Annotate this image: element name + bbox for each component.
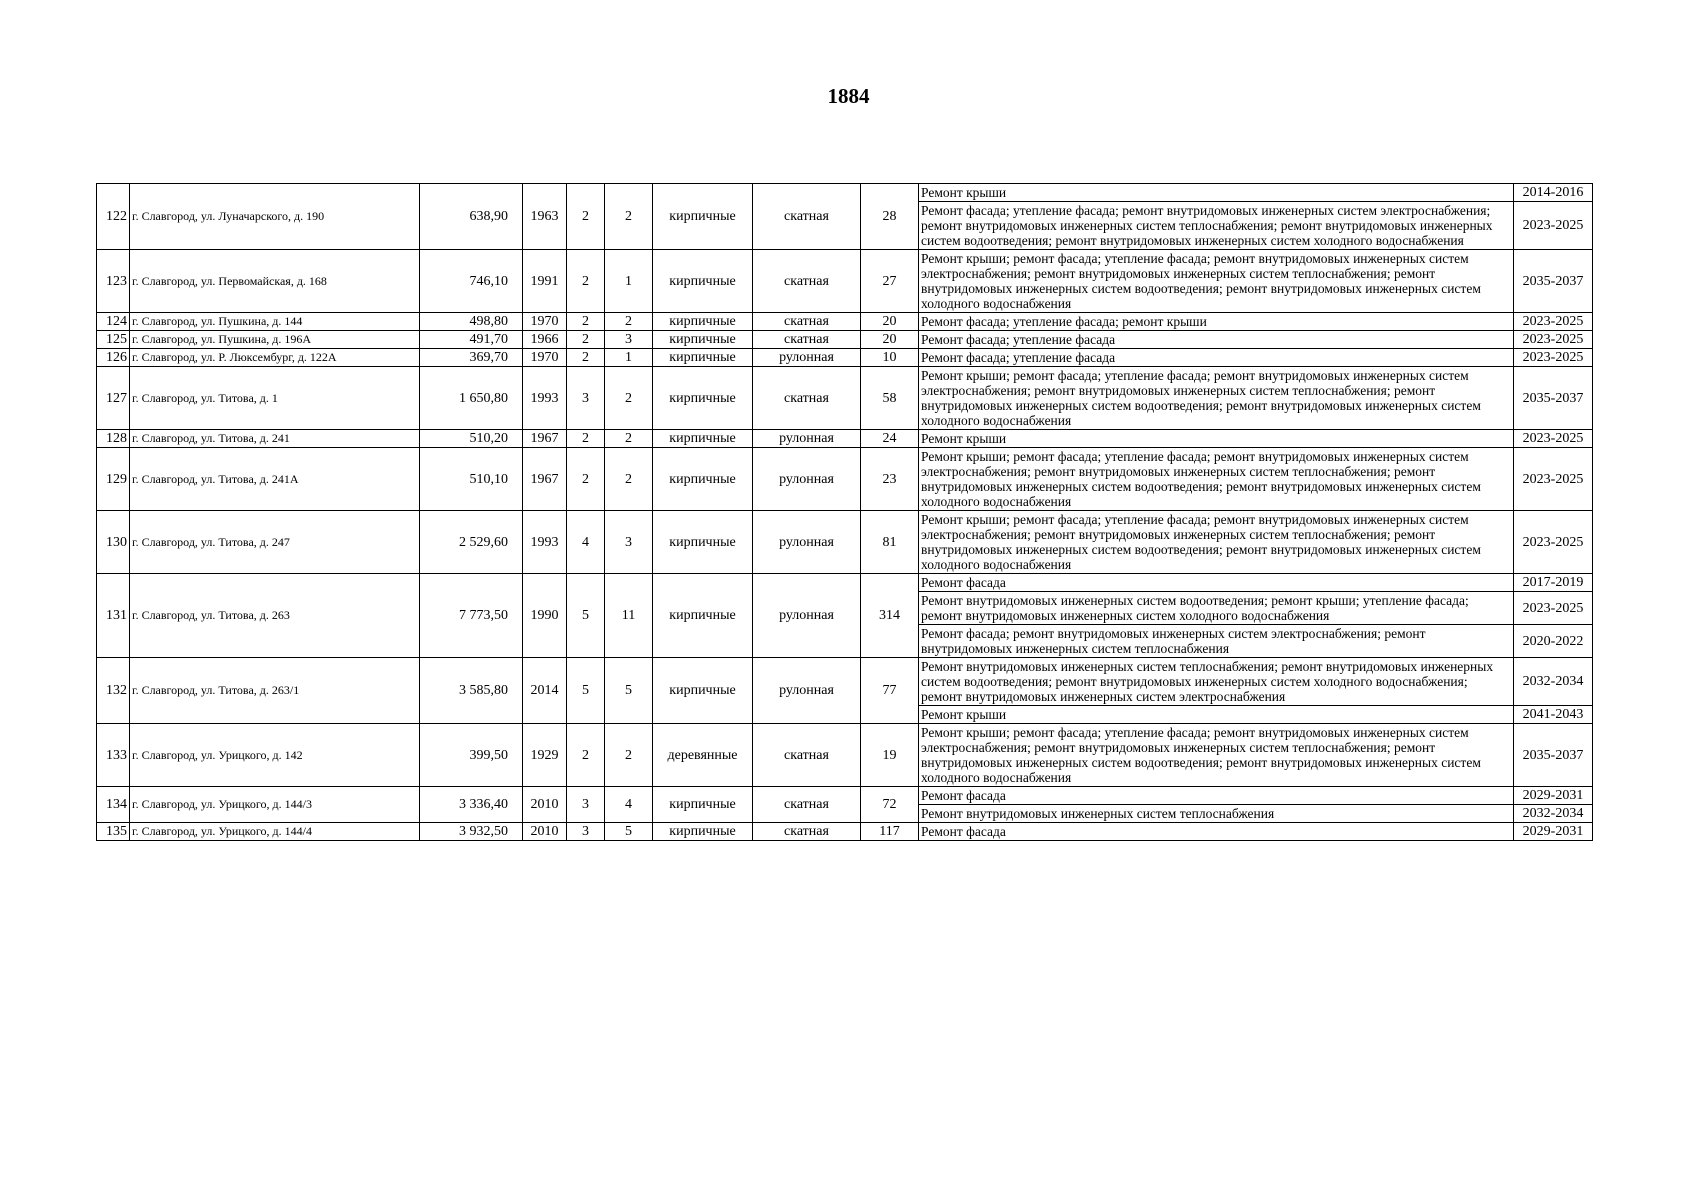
row-number: 133 xyxy=(97,724,130,787)
roof-type-cell: рулонная xyxy=(753,658,861,724)
row-number: 135 xyxy=(97,823,130,841)
apartments-cell: 27 xyxy=(861,250,919,313)
page-number: 1884 xyxy=(827,84,870,108)
works-cell: Ремонт крыши xyxy=(919,184,1514,202)
roof-type-cell: рулонная xyxy=(753,574,861,658)
works-cell: Ремонт крыши; ремонт фасада; утепление фасада; ремонт внутридомовых инженерных систем электроснабжения; ремонт внутридомовых инженерных систем теплоснабжения; ремонт внутридомовых инженерных систем водоотведения; ремонт внутридомовых инженерных систем холодного водоснабжения xyxy=(919,511,1514,574)
address-cell: г. Славгород, ул. Титова, д. 263 xyxy=(130,574,420,658)
period-cell: 2014-2016 xyxy=(1514,184,1593,202)
address-cell: г. Славгород, ул. Титова, д. 1 xyxy=(130,367,420,430)
floors-cell: 5 xyxy=(567,658,605,724)
floors-cell: 2 xyxy=(567,448,605,511)
floors-cell: 3 xyxy=(567,823,605,841)
works-cell: Ремонт внутридомовых инженерных систем теплоснабжения xyxy=(919,805,1514,823)
year-cell: 2010 xyxy=(523,823,567,841)
table-row xyxy=(97,448,1593,511)
apartments-cell: 117 xyxy=(861,823,919,841)
works-cell: Ремонт фасада xyxy=(919,574,1514,592)
address-cell: г. Славгород, ул. Титова, д. 263/1 xyxy=(130,658,420,724)
table-row xyxy=(97,430,1593,448)
floors-cell: 3 xyxy=(567,787,605,823)
roof-type-cell: скатная xyxy=(753,313,861,331)
table-row xyxy=(97,184,1593,202)
walls-material-cell: кирпичные xyxy=(653,313,753,331)
year-cell: 2014 xyxy=(523,658,567,724)
table-row xyxy=(97,349,1593,367)
entrances-cell: 5 xyxy=(605,823,653,841)
row-number: 130 xyxy=(97,511,130,574)
housing-register-table xyxy=(96,183,1593,841)
year-cell: 2010 xyxy=(523,787,567,823)
roof-type-cell: скатная xyxy=(753,823,861,841)
area-cell: 3 336,40 xyxy=(420,787,523,823)
entrances-cell: 1 xyxy=(605,250,653,313)
roof-type-cell: скатная xyxy=(753,724,861,787)
year-cell: 1966 xyxy=(523,331,567,349)
address-cell: г. Славгород, ул. Урицкого, д. 142 xyxy=(130,724,420,787)
walls-material-cell: кирпичные xyxy=(653,574,753,658)
period-cell: 2023-2025 xyxy=(1514,202,1593,250)
table-row xyxy=(97,367,1593,430)
address-cell: г. Славгород, ул. Луначарского, д. 190 xyxy=(130,184,420,250)
period-cell: 2023-2025 xyxy=(1514,511,1593,574)
walls-material-cell: деревянные xyxy=(653,724,753,787)
apartments-cell: 19 xyxy=(861,724,919,787)
address-cell: г. Славгород, ул. Пушкина, д. 144 xyxy=(130,313,420,331)
year-cell: 1963 xyxy=(523,184,567,250)
year-cell: 1970 xyxy=(523,349,567,367)
floors-cell: 2 xyxy=(567,724,605,787)
apartments-cell: 20 xyxy=(861,313,919,331)
floors-cell: 2 xyxy=(567,349,605,367)
address-cell: г. Славгород, ул. Пушкина, д. 196А xyxy=(130,331,420,349)
period-cell: 2023-2025 xyxy=(1514,448,1593,511)
table-row xyxy=(97,331,1593,349)
period-cell: 2035-2037 xyxy=(1514,367,1593,430)
period-cell: 2023-2025 xyxy=(1514,313,1593,331)
table-row xyxy=(97,574,1593,592)
register-body xyxy=(97,184,1593,841)
address-cell: г. Славгород, ул. Р. Люксембург, д. 122А xyxy=(130,349,420,367)
row-number: 131 xyxy=(97,574,130,658)
period-cell: 2023-2025 xyxy=(1514,592,1593,625)
year-cell: 1990 xyxy=(523,574,567,658)
period-cell: 2023-2025 xyxy=(1514,430,1593,448)
entrances-cell: 2 xyxy=(605,184,653,250)
address-cell: г. Славгород, ул. Титова, д. 241 xyxy=(130,430,420,448)
year-cell: 1993 xyxy=(523,367,567,430)
address-cell: г. Славгород, ул. Титова, д. 247 xyxy=(130,511,420,574)
area-cell: 3 585,80 xyxy=(420,658,523,724)
table-row xyxy=(97,787,1593,805)
walls-material-cell: кирпичные xyxy=(653,250,753,313)
entrances-cell: 5 xyxy=(605,658,653,724)
walls-material-cell: кирпичные xyxy=(653,430,753,448)
walls-material-cell: кирпичные xyxy=(653,367,753,430)
apartments-cell: 23 xyxy=(861,448,919,511)
entrances-cell: 2 xyxy=(605,313,653,331)
walls-material-cell: кирпичные xyxy=(653,823,753,841)
period-cell: 2032-2034 xyxy=(1514,658,1593,706)
entrances-cell: 2 xyxy=(605,724,653,787)
year-cell: 1991 xyxy=(523,250,567,313)
entrances-cell: 2 xyxy=(605,448,653,511)
apartments-cell: 20 xyxy=(861,331,919,349)
works-cell: Ремонт фасада; утепление фасада; ремонт внутридомовых инженерных систем электроснабжения; ремонт внутридомовых инженерных систем теплоснабжения; ремонт внутридомовых инженерных систем водоотведения; ремонт внутридомовых инженерных систем холодного водоснабжения xyxy=(919,202,1514,250)
table-row xyxy=(97,313,1593,331)
works-cell: Ремонт крыши xyxy=(919,706,1514,724)
apartments-cell: 58 xyxy=(861,367,919,430)
floors-cell: 4 xyxy=(567,511,605,574)
row-number: 132 xyxy=(97,658,130,724)
apartments-cell: 24 xyxy=(861,430,919,448)
row-number: 123 xyxy=(97,250,130,313)
period-cell: 2023-2025 xyxy=(1514,349,1593,367)
area-cell: 399,50 xyxy=(420,724,523,787)
roof-type-cell: рулонная xyxy=(753,448,861,511)
floors-cell: 2 xyxy=(567,250,605,313)
row-number: 134 xyxy=(97,787,130,823)
area-cell: 369,70 xyxy=(420,349,523,367)
apartments-cell: 72 xyxy=(861,787,919,823)
period-cell: 2029-2031 xyxy=(1514,823,1593,841)
address-cell: г. Славгород, ул. Урицкого, д. 144/4 xyxy=(130,823,420,841)
roof-type-cell: рулонная xyxy=(753,430,861,448)
year-cell: 1970 xyxy=(523,313,567,331)
period-cell: 2017-2019 xyxy=(1514,574,1593,592)
area-cell: 2 529,60 xyxy=(420,511,523,574)
row-number: 127 xyxy=(97,367,130,430)
works-cell: Ремонт фасада xyxy=(919,787,1514,805)
table-row xyxy=(97,511,1593,574)
roof-type-cell: рулонная xyxy=(753,349,861,367)
address-cell: г. Славгород, ул. Урицкого, д. 144/3 xyxy=(130,787,420,823)
entrances-cell: 4 xyxy=(605,787,653,823)
roof-type-cell: рулонная xyxy=(753,511,861,574)
entrances-cell: 1 xyxy=(605,349,653,367)
entrances-cell: 3 xyxy=(605,511,653,574)
period-cell: 2035-2037 xyxy=(1514,724,1593,787)
roof-type-cell: скатная xyxy=(753,250,861,313)
walls-material-cell: кирпичные xyxy=(653,511,753,574)
year-cell: 1993 xyxy=(523,511,567,574)
works-cell: Ремонт внутридомовых инженерных систем водоотведения; ремонт крыши; утепление фасада; ремонт внутридомовых инженерных систем холодного водоснабжения xyxy=(919,592,1514,625)
apartments-cell: 10 xyxy=(861,349,919,367)
works-cell: Ремонт крыши; ремонт фасада; утепление фасада; ремонт внутридомовых инженерных систем электроснабжения; ремонт внутридомовых инженерных систем теплоснабжения; ремонт внутридомовых инженерных систем водоотведения; ремонт внутридомовых инженерных систем холодного водоснабжения xyxy=(919,250,1514,313)
area-cell: 746,10 xyxy=(420,250,523,313)
apartments-cell: 81 xyxy=(861,511,919,574)
floors-cell: 2 xyxy=(567,430,605,448)
area-cell: 7 773,50 xyxy=(420,574,523,658)
works-cell: Ремонт фасада; ремонт внутридомовых инженерных систем электроснабжения; ремонт внутридомовых инженерных систем теплоснабжения xyxy=(919,625,1514,658)
walls-material-cell: кирпичные xyxy=(653,448,753,511)
entrances-cell: 2 xyxy=(605,430,653,448)
row-number: 128 xyxy=(97,430,130,448)
area-cell: 638,90 xyxy=(420,184,523,250)
works-cell: Ремонт крыши; ремонт фасада; утепление фасада; ремонт внутридомовых инженерных систем электроснабжения; ремонт внутридомовых инженерных систем теплоснабжения; ремонт внутридомовых инженерных систем водоотведения; ремонт внутридомовых инженерных систем холодного водоснабжения xyxy=(919,724,1514,787)
roof-type-cell: скатная xyxy=(753,184,861,250)
walls-material-cell: кирпичные xyxy=(653,349,753,367)
apartments-cell: 28 xyxy=(861,184,919,250)
entrances-cell: 11 xyxy=(605,574,653,658)
period-cell: 2035-2037 xyxy=(1514,250,1593,313)
works-cell: Ремонт крыши; ремонт фасада; утепление фасада; ремонт внутридомовых инженерных систем электроснабжения; ремонт внутридомовых инженерных систем теплоснабжения; ремонт внутридомовых инженерных систем водоотведения; ремонт внутридомовых инженерных систем холодного водоснабжения xyxy=(919,448,1514,511)
row-number: 122 xyxy=(97,184,130,250)
walls-material-cell: кирпичные xyxy=(653,787,753,823)
period-cell: 2020-2022 xyxy=(1514,625,1593,658)
floors-cell: 3 xyxy=(567,367,605,430)
works-cell: Ремонт фасада; утепление фасада xyxy=(919,331,1514,349)
area-cell: 498,80 xyxy=(420,313,523,331)
table-row xyxy=(97,823,1593,841)
floors-cell: 5 xyxy=(567,574,605,658)
period-cell: 2023-2025 xyxy=(1514,331,1593,349)
table-row xyxy=(97,724,1593,787)
walls-material-cell: кирпичные xyxy=(653,658,753,724)
works-cell: Ремонт фасада; утепление фасада; ремонт крыши xyxy=(919,313,1514,331)
apartments-cell: 314 xyxy=(861,574,919,658)
walls-material-cell: кирпичные xyxy=(653,331,753,349)
roof-type-cell: скатная xyxy=(753,367,861,430)
floors-cell: 2 xyxy=(567,331,605,349)
floors-cell: 2 xyxy=(567,184,605,250)
area-cell: 510,10 xyxy=(420,448,523,511)
year-cell: 1967 xyxy=(523,430,567,448)
row-number: 129 xyxy=(97,448,130,511)
table-row xyxy=(97,658,1593,706)
walls-material-cell: кирпичные xyxy=(653,184,753,250)
area-cell: 510,20 xyxy=(420,430,523,448)
table-row xyxy=(97,250,1593,313)
entrances-cell: 3 xyxy=(605,331,653,349)
works-cell: Ремонт крыши xyxy=(919,430,1514,448)
period-cell: 2029-2031 xyxy=(1514,787,1593,805)
works-cell: Ремонт внутридомовых инженерных систем теплоснабжения; ремонт внутридомовых инженерных систем водоотведения; ремонт внутридомовых инженерных систем холодного водоснабжения; ремонт внутридомовых инженерных систем электроснабжения xyxy=(919,658,1514,706)
area-cell: 3 932,50 xyxy=(420,823,523,841)
area-cell: 1 650,80 xyxy=(420,367,523,430)
works-cell: Ремонт крыши; ремонт фасада; утепление фасада; ремонт внутридомовых инженерных систем электроснабжения; ремонт внутридомовых инженерных систем теплоснабжения; ремонт внутридомовых инженерных систем водоотведения; ремонт внутридомовых инженерных систем холодного водоснабжения xyxy=(919,367,1514,430)
floors-cell: 2 xyxy=(567,313,605,331)
year-cell: 1967 xyxy=(523,448,567,511)
row-number: 126 xyxy=(97,349,130,367)
area-cell: 491,70 xyxy=(420,331,523,349)
period-cell: 2041-2043 xyxy=(1514,706,1593,724)
works-cell: Ремонт фасада; утепление фасада xyxy=(919,349,1514,367)
entrances-cell: 2 xyxy=(605,367,653,430)
roof-type-cell: скатная xyxy=(753,331,861,349)
roof-type-cell: скатная xyxy=(753,787,861,823)
address-cell: г. Славгород, ул. Титова, д. 241А xyxy=(130,448,420,511)
address-cell: г. Славгород, ул. Первомайская, д. 168 xyxy=(130,250,420,313)
works-cell: Ремонт фасада xyxy=(919,823,1514,841)
row-number: 124 xyxy=(97,313,130,331)
row-number: 125 xyxy=(97,331,130,349)
period-cell: 2032-2034 xyxy=(1514,805,1593,823)
apartments-cell: 77 xyxy=(861,658,919,724)
year-cell: 1929 xyxy=(523,724,567,787)
